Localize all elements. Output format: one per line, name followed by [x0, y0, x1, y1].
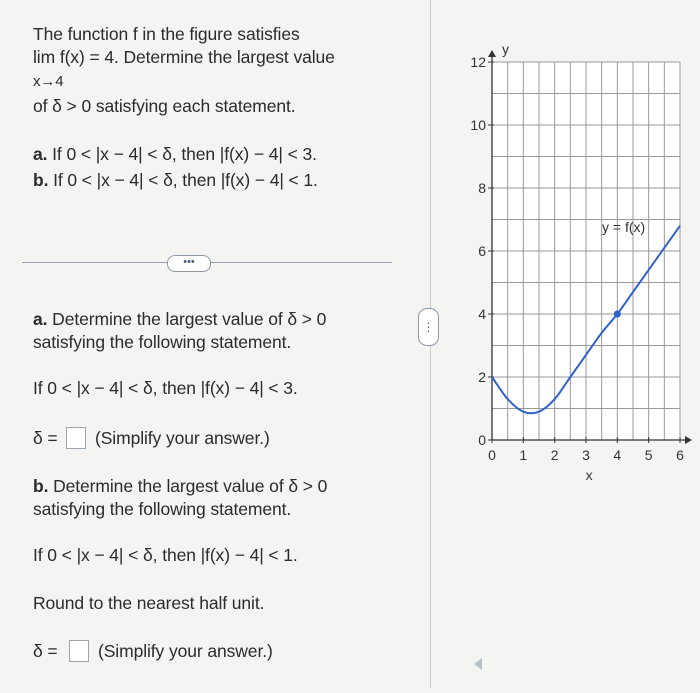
part-a-label: a. [33, 309, 48, 329]
x-tick-label: 3 [582, 447, 590, 463]
summary-part-a-text: If 0 < |x − 4| < δ, then |f(x) − 4| < 3. [47, 144, 317, 164]
y-tick-label: 8 [478, 180, 486, 196]
summary-part-b-text: If 0 < |x − 4| < δ, then |f(x) − 4| < 1. [48, 170, 318, 190]
part-b-statement: If 0 < |x − 4| < δ, then |f(x) − 4| < 1. [33, 545, 298, 565]
marked-point [614, 311, 621, 318]
limit-subscript: x→4 [33, 73, 64, 90]
summary-part-a-label: a. [33, 144, 48, 164]
summary-part-a [33, 144, 317, 165]
panel-collapse-handle[interactable]: ⋮ [418, 308, 439, 346]
scroll-left-arrow-icon[interactable] [474, 658, 482, 670]
part-b-answer-input[interactable] [69, 640, 89, 662]
more-button[interactable]: ••• [167, 255, 211, 272]
x-tick-label: 0 [488, 447, 496, 463]
summary-part-b [33, 170, 318, 191]
summary-part-b-label: b. [33, 170, 49, 190]
y-tick-label: 4 [478, 306, 486, 322]
part-b-round-note: Round to the nearest half unit. [33, 593, 265, 613]
part-a-title [33, 309, 326, 330]
part-a-answer-prefix: δ = [33, 428, 58, 448]
y-tick-label: 10 [470, 117, 486, 133]
part-a-answer-input[interactable] [66, 427, 86, 449]
y-axis-arrow-icon [488, 50, 496, 57]
part-a-title-2: satisfying the following statement. [33, 332, 292, 352]
x-tick-label: 5 [644, 447, 653, 463]
x-axis-arrow-icon [685, 436, 692, 444]
y-tick-label: 6 [478, 243, 486, 259]
graph-panel [440, 0, 700, 688]
intro-line-3: of δ > 0 satisfying each statement. [33, 96, 296, 116]
y-axis-label: y [502, 41, 509, 57]
part-b-title [33, 476, 327, 497]
function-graph [440, 0, 700, 688]
x-tick-label: 4 [613, 447, 622, 463]
part-a-hint: (Simplify your answer.) [95, 428, 270, 448]
x-tick-label: 6 [676, 447, 684, 463]
part-b-title-2: satisfying the following statement. [33, 499, 292, 519]
part-b-answer-prefix: δ = [33, 641, 58, 661]
part-a-title-text: Determine the largest value of δ > 0 [47, 309, 327, 329]
intro-line-2: lim f(x) = 4. Determine the largest value [33, 47, 335, 67]
curve-label: y = f(x) [602, 219, 646, 236]
y-tick-label: 0 [478, 432, 486, 448]
part-a-statement: If 0 < |x − 4| < δ, then |f(x) − 4| < 3. [33, 378, 298, 398]
x-tick-label: 2 [550, 447, 559, 463]
part-b-title-text: Determine the largest value of δ > 0 [48, 476, 328, 496]
intro-line-1: The function f in the figure satisfies [33, 24, 300, 44]
x-axis-label: x [585, 467, 593, 483]
part-b-label: b. [33, 476, 49, 496]
y-tick-label: 12 [470, 54, 486, 70]
y-tick-label: 2 [478, 369, 486, 385]
x-tick-label: 1 [519, 447, 528, 463]
part-b-hint: (Simplify your answer.) [98, 641, 273, 661]
